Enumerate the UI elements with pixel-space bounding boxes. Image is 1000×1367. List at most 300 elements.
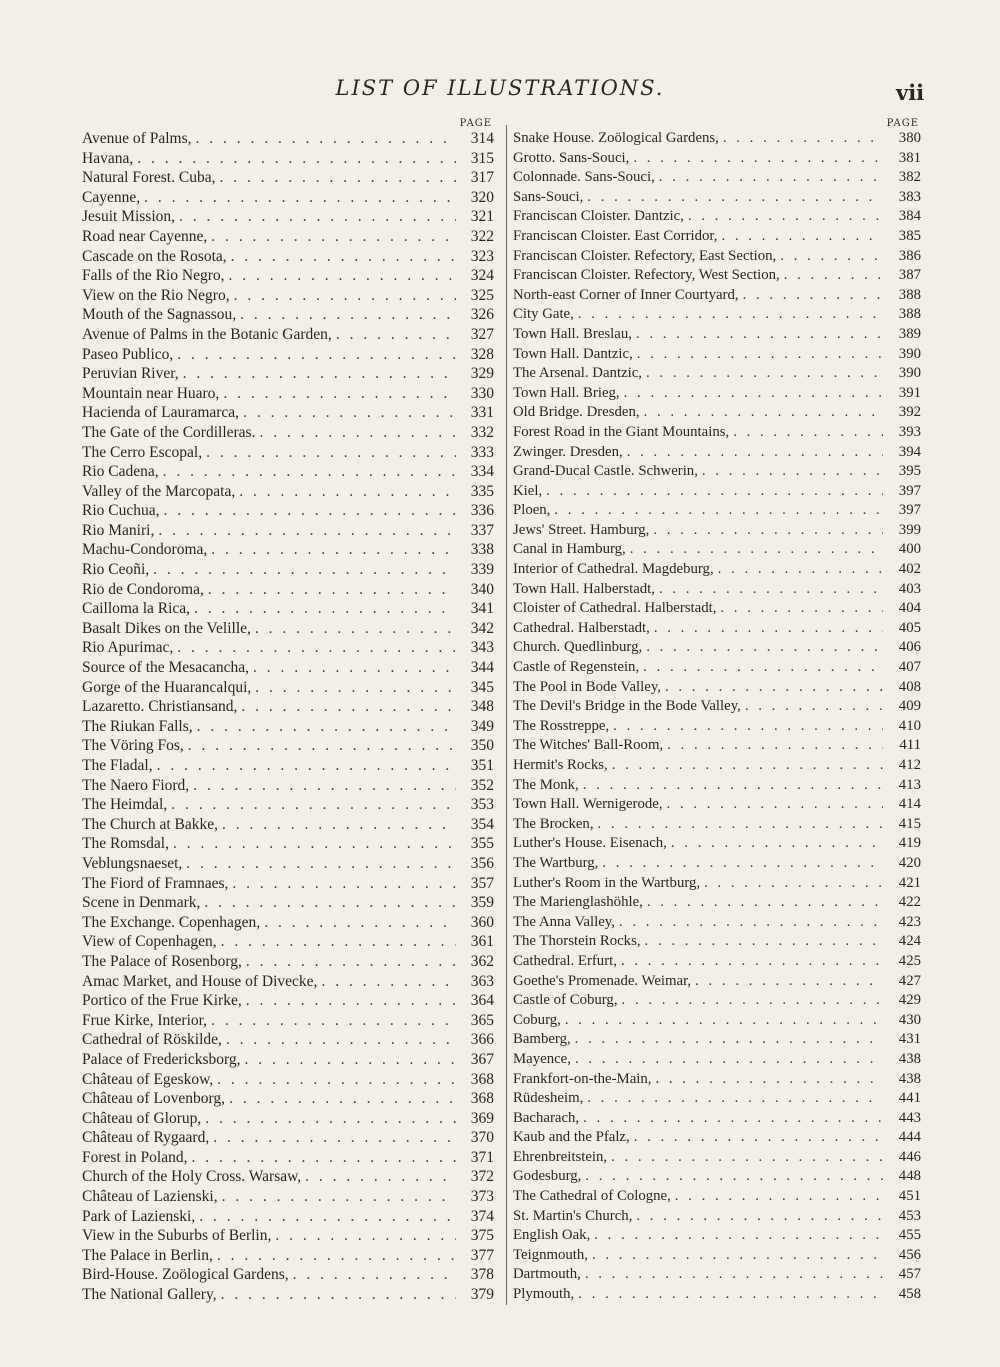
dot-leader: [229, 1089, 456, 1109]
list-item: [82, 874, 494, 894]
dot-leader: [188, 736, 456, 756]
dot-leader: [246, 991, 456, 1011]
list-item: [82, 736, 494, 756]
list-item: [513, 482, 921, 502]
dot-leader: [594, 1226, 883, 1246]
entry-page-number: 388: [898, 306, 921, 323]
entry-title: Jews' Street. Hamburg,: [513, 521, 650, 538]
dot-leader: [619, 913, 883, 933]
entry-title: The Romsdal,: [82, 835, 169, 853]
entry-title: The Anna Valley,: [513, 913, 615, 930]
list-item: [513, 756, 921, 776]
entry-title: Machu-Condoroma,: [82, 541, 208, 559]
list-item: [513, 1089, 921, 1109]
dot-leader: [718, 560, 883, 580]
dot-leader: [205, 1109, 456, 1129]
entry-page-number: 322: [470, 227, 494, 245]
list-item: [513, 697, 921, 717]
entry-page-number: 410: [898, 717, 921, 734]
entry-page-number: 457: [898, 1266, 921, 1283]
entry-title: Rio de Condoroma,: [82, 580, 204, 598]
entry-title: Forest Road in the Giant Mountains,: [513, 423, 730, 440]
entry-page-number: 385: [898, 227, 921, 244]
entry-page-number: 397: [898, 482, 921, 499]
entry-page-number: 335: [470, 482, 494, 500]
dot-leader: [636, 1207, 883, 1227]
entry-title: Falls of the Rio Negro,: [82, 267, 225, 285]
entry-page-number: 406: [898, 639, 921, 656]
entry-page-number: 353: [470, 796, 494, 814]
dot-leader: [598, 815, 883, 835]
dot-leader: [221, 1285, 456, 1305]
list-item: [513, 1207, 921, 1227]
entry-title: Cayenne,: [82, 188, 141, 206]
entry-title: Old Bridge. Dresden,: [513, 404, 640, 421]
dot-leader: [239, 482, 456, 502]
list-item: [82, 815, 494, 835]
entry-page-number: 352: [470, 776, 494, 794]
entry-title: Rio Cuchua,: [82, 502, 160, 520]
list-item: [82, 619, 494, 639]
entry-title: Cailloma la Rica,: [82, 600, 191, 618]
dot-leader: [246, 952, 456, 972]
list-item: [82, 129, 494, 149]
list-item: [82, 854, 494, 874]
entry-page-number: 342: [470, 619, 494, 637]
list-item: [513, 1128, 921, 1148]
dot-leader: [667, 736, 883, 756]
entry-page-number: 336: [470, 502, 494, 520]
list-item: [513, 423, 921, 443]
entry-page-number: 334: [470, 463, 494, 481]
list-item: [82, 168, 494, 188]
dot-leader: [144, 188, 456, 208]
dot-leader: [733, 423, 883, 443]
entry-title: Château of Lazienski,: [82, 1188, 218, 1206]
entry-page-number: 399: [898, 521, 921, 538]
dot-leader: [173, 834, 456, 854]
list-item: [82, 776, 494, 796]
dot-leader: [624, 384, 883, 404]
entry-title: The Cerro Escopal,: [82, 443, 203, 461]
entry-page-number: 400: [898, 541, 921, 558]
dot-leader: [217, 1070, 456, 1090]
entry-title: The Pool in Bode Valley,: [513, 678, 661, 695]
entry-title: Goethe's Promenade. Weimar,: [513, 972, 692, 989]
entry-page-number: 448: [898, 1168, 921, 1185]
dot-leader: [780, 247, 883, 267]
entry-page-number: 409: [898, 698, 921, 715]
list-item: [82, 580, 494, 600]
dot-leader: [183, 364, 456, 384]
list-item: [82, 384, 494, 404]
list-item: [82, 345, 494, 365]
list-item: [82, 1109, 494, 1129]
list-item: [513, 325, 921, 345]
entry-title: Rio Cadena,: [82, 463, 159, 481]
list-item: [82, 834, 494, 854]
entry-page-number: 415: [898, 815, 921, 832]
entry-title: Bird-House. Zoölogical Gardens,: [82, 1266, 289, 1284]
dot-leader: [171, 795, 456, 815]
dot-leader: [587, 188, 883, 208]
dot-leader: [554, 501, 883, 521]
dot-leader: [153, 560, 456, 580]
list-item: [82, 638, 494, 658]
entry-page-number: 356: [470, 854, 494, 872]
entry-page-number: 345: [470, 678, 494, 696]
entry-page-number: 350: [470, 737, 494, 755]
entry-page-number: 327: [470, 325, 494, 343]
entry-title: Forest in Poland,: [82, 1148, 188, 1166]
entry-page-number: 328: [470, 345, 494, 363]
entry-page-number: 341: [470, 600, 494, 618]
entry-title: Rio Apurimac,: [82, 639, 174, 657]
entry-title: Valley of the Marcopata,: [82, 482, 236, 500]
list-item: [513, 227, 921, 247]
dot-leader: [179, 207, 456, 227]
dot-leader: [211, 540, 456, 560]
entry-title: The Witches' Ball-Room,: [513, 737, 664, 754]
entry-title: Château of Lovenborg,: [82, 1090, 226, 1108]
entry-page-number: 380: [898, 130, 921, 146]
dot-leader: [194, 599, 456, 619]
entry-page-number: 349: [470, 717, 494, 735]
list-item: [513, 149, 921, 169]
entry-title: Town Hall. Brieg,: [513, 384, 620, 401]
list-item: [513, 1265, 921, 1285]
dot-leader: [627, 443, 883, 463]
dot-leader: [211, 1011, 456, 1031]
list-item: [82, 1070, 494, 1090]
list-item: [82, 1187, 494, 1207]
list-item: [82, 893, 494, 913]
entry-title: Grand-Ducal Castle. Schwerin,: [513, 463, 698, 480]
list-item: [513, 1226, 921, 1246]
entry-page-number: 388: [898, 286, 921, 303]
entry-page-number: 354: [470, 815, 494, 833]
entry-title: Town Hall. Wernigerode,: [513, 796, 663, 813]
dot-leader: [587, 1089, 883, 1109]
entry-page-number: 453: [898, 1207, 921, 1224]
dot-leader: [675, 1187, 883, 1207]
dot-leader: [612, 756, 883, 776]
list-item: [82, 717, 494, 737]
dot-leader: [671, 834, 883, 854]
list-item: [82, 678, 494, 698]
entry-title: Veblungsnaeset,: [82, 854, 183, 872]
entry-page-number: 393: [898, 423, 921, 440]
entry-title: The Monk,: [513, 776, 579, 793]
dot-leader: [253, 658, 456, 678]
entry-title: The Palace in Berlin,: [82, 1246, 213, 1264]
entry-page-number: 343: [470, 639, 494, 657]
list-item: [513, 188, 921, 208]
dot-leader: [259, 423, 456, 443]
dot-leader: [157, 756, 456, 776]
list-item: [513, 1109, 921, 1129]
list-item: [82, 305, 494, 325]
entry-title: Town Hall. Breslau,: [513, 325, 632, 342]
entry-page-number: 338: [470, 541, 494, 559]
entry-page-number: 378: [470, 1266, 494, 1284]
dot-leader: [585, 1265, 883, 1285]
list-item: [82, 1128, 494, 1148]
entry-title: Hermit's Rocks,: [513, 757, 608, 773]
list-item: [82, 1011, 494, 1031]
entry-page-number: 422: [898, 894, 921, 911]
dot-leader: [585, 1167, 883, 1187]
list-item: [513, 129, 921, 149]
entry-page-number: 348: [470, 698, 494, 716]
dot-leader: [613, 717, 883, 737]
entry-title: Palace of Fredericksborg,: [82, 1050, 241, 1068]
entry-page-number: 413: [898, 776, 921, 793]
list-item: [513, 305, 921, 325]
entry-page-number: 390: [898, 345, 921, 362]
entry-title: The Heimdal,: [82, 796, 168, 814]
list-item: [82, 521, 494, 541]
list-item: [82, 795, 494, 815]
entry-title: Paseo Publico,: [82, 345, 174, 363]
dot-leader: [222, 815, 456, 835]
entry-title: Hacienda of Lauramarca,: [82, 404, 240, 422]
dot-leader: [241, 697, 456, 717]
list-item: [513, 207, 921, 227]
list-item: [513, 854, 921, 874]
entry-title: Frankfort-on-the-Main,: [513, 1070, 652, 1087]
entry-title: Teignmouth,: [513, 1246, 588, 1263]
entry-title: Cathedral. Halberstadt,: [513, 619, 650, 636]
list-item: [82, 1089, 494, 1109]
entry-page-number: 370: [470, 1129, 494, 1147]
dot-leader: [565, 1011, 883, 1031]
entry-title: Dartmouth,: [513, 1266, 581, 1283]
left-column: [82, 119, 494, 1305]
entry-page-number: 359: [470, 894, 494, 912]
entry-page-number: 382: [898, 169, 921, 186]
illustration-list-left: [82, 129, 494, 1305]
entry-page-number: 364: [470, 992, 494, 1010]
list-item: [82, 952, 494, 972]
entry-title: Franciscan Cloister. Dantzic,: [513, 208, 684, 225]
dot-leader: [634, 1128, 883, 1148]
dot-leader: [177, 345, 456, 365]
dot-leader: [177, 638, 456, 658]
entry-title: Source of the Mesacancha,: [82, 659, 249, 677]
list-item: [82, 325, 494, 345]
dot-leader: [659, 168, 883, 188]
dot-leader: [659, 580, 883, 600]
dot-leader: [688, 207, 883, 227]
entry-page-number: 381: [898, 149, 921, 166]
dot-leader: [645, 932, 883, 952]
list-item: [513, 521, 921, 541]
entry-page-number: 420: [898, 854, 921, 871]
dot-leader: [653, 521, 883, 541]
list-item: [513, 893, 921, 913]
entry-page-number: 423: [898, 913, 921, 930]
entry-title: Interior of Cathedral. Magdeburg,: [513, 561, 714, 578]
entry-page-number: 321: [470, 208, 494, 226]
entry-title: The Riukan Falls,: [82, 717, 193, 735]
list-item: [82, 991, 494, 1011]
entry-title: The Palace of Rosenborg,: [82, 952, 242, 970]
entry-page-number: 407: [898, 659, 921, 676]
list-item: [513, 462, 921, 482]
list-item: [82, 227, 494, 247]
entry-title: Town Hall. Dantzic,: [513, 345, 633, 362]
entry-page-number: 340: [470, 580, 494, 598]
entry-title: Mouth of the Sagnassou,: [82, 306, 237, 324]
entry-page-number: 451: [898, 1188, 921, 1205]
dot-leader: [293, 1265, 456, 1285]
entry-page-number: 456: [898, 1246, 921, 1263]
dot-leader: [583, 1109, 883, 1129]
entry-title: Rio Maniri,: [82, 521, 155, 539]
entry-page-number: 414: [898, 796, 921, 813]
list-item: [82, 286, 494, 306]
list-item: [513, 168, 921, 188]
list-item: [82, 1050, 494, 1070]
entry-title: Castle of Coburg,: [513, 992, 618, 1009]
list-item: [513, 1246, 921, 1266]
dot-leader: [222, 1187, 456, 1207]
entry-page-number: 425: [898, 952, 921, 969]
entry-page-number: 368: [470, 1090, 494, 1108]
entry-title: English Oak,: [513, 1227, 591, 1244]
dot-leader: [654, 619, 883, 639]
entry-title: Church of the Holy Cross. Warsaw,: [82, 1168, 302, 1186]
entry-title: Rüdesheim,: [513, 1090, 584, 1107]
dot-leader: [226, 1030, 456, 1050]
illustration-list-right: [513, 129, 921, 1305]
entry-title: Godesburg,: [513, 1168, 582, 1185]
entry-page-number: 366: [470, 1031, 494, 1049]
entry-title: Park of Lazienski,: [82, 1207, 196, 1225]
entry-page-number: 443: [898, 1109, 921, 1126]
list-item: [513, 580, 921, 600]
entry-page-number: 446: [898, 1148, 921, 1165]
dot-leader: [637, 345, 883, 365]
list-item: [513, 501, 921, 521]
list-item: [513, 952, 921, 972]
entry-page-number: 355: [470, 835, 494, 853]
entry-title: Church. Quedlinburg,: [513, 639, 643, 656]
entry-title: The Naero Fiord,: [82, 776, 190, 794]
list-item: [513, 540, 921, 560]
entry-page-number: 394: [898, 443, 921, 460]
list-item: [513, 717, 921, 737]
dot-leader: [243, 403, 456, 423]
entry-title: Sans-Souci,: [513, 188, 584, 205]
entry-title: Avenue of Palms,: [82, 130, 192, 147]
entry-page-number: 333: [470, 443, 494, 461]
list-item: [82, 423, 494, 443]
dot-leader: [578, 305, 883, 325]
entry-page-number: 387: [898, 267, 921, 284]
dot-leader: [743, 286, 883, 306]
dot-leader: [204, 893, 456, 913]
list-item: [82, 482, 494, 502]
list-item: [82, 1226, 494, 1246]
entry-page-number: 429: [898, 992, 921, 1009]
entry-title: Bacharach,: [513, 1109, 580, 1126]
dot-leader: [643, 658, 883, 678]
dot-leader: [630, 540, 883, 560]
entry-title: The Fiord of Framnaes,: [82, 874, 229, 892]
dot-leader: [245, 1050, 456, 1070]
entry-title: Snake House. Zoölogical Gardens,: [513, 130, 719, 146]
dot-leader: [647, 893, 883, 913]
entry-title: Mountain near Huaro,: [82, 384, 220, 402]
list-item: [513, 1187, 921, 1207]
entry-title: Kiel,: [513, 482, 543, 499]
entry-page-number: 320: [470, 188, 494, 206]
entry-title: Kaub and the Pfalz,: [513, 1129, 630, 1146]
list-item: [513, 443, 921, 463]
dot-leader: [193, 776, 456, 796]
list-item: [513, 599, 921, 619]
dot-leader: [575, 1030, 883, 1050]
entry-title: Ehrenbreitstein,: [513, 1148, 608, 1165]
list-item: [513, 795, 921, 815]
dot-leader: [163, 462, 456, 482]
list-item: [82, 149, 494, 169]
dot-leader: [336, 325, 456, 345]
dot-leader: [636, 325, 883, 345]
list-item: [513, 776, 921, 796]
entry-page-number: 419: [898, 835, 921, 852]
entry-title: Colonnade. Sans-Souci,: [513, 169, 655, 186]
dot-leader: [646, 638, 883, 658]
list-item: [82, 1246, 494, 1266]
entry-page-number: 331: [470, 404, 494, 422]
entry-title: The Wartburg,: [513, 854, 599, 871]
list-item: [513, 1050, 921, 1070]
entry-page-number: 363: [470, 972, 494, 990]
dot-leader: [646, 364, 883, 384]
list-item: [513, 266, 921, 286]
entry-title: The Gate of the Cordilleras.: [82, 423, 256, 441]
entry-title: Town Hall. Halberstadt,: [513, 580, 655, 597]
entry-page-number: 402: [898, 561, 921, 578]
list-item: [513, 638, 921, 658]
entry-title: Frue Kirke, Interior,: [82, 1011, 208, 1029]
dot-leader: [602, 854, 883, 874]
page-column-label: PAGE: [459, 118, 492, 129]
entry-page-number: 455: [898, 1227, 921, 1244]
entry-page-number: 324: [470, 267, 494, 285]
entry-page-number: 397: [898, 502, 921, 519]
entry-page-number: 383: [898, 188, 921, 205]
entry-page-number: 403: [898, 580, 921, 597]
dot-leader: [723, 129, 883, 149]
dot-leader: [255, 678, 456, 698]
entry-title: Canal in Hamburg,: [513, 541, 626, 558]
entry-title: Château of Rygaard,: [82, 1129, 210, 1147]
entry-page-number: 377: [470, 1246, 494, 1264]
dot-leader: [622, 991, 883, 1011]
entry-title: Plymouth,: [513, 1286, 575, 1303]
entry-page-number: 408: [898, 678, 921, 695]
list-item: [82, 1285, 494, 1305]
entry-page-number: 361: [470, 933, 494, 951]
entry-page-number: 314: [470, 130, 494, 147]
entry-page-number: 389: [898, 325, 921, 342]
entry-page-number: 438: [898, 1050, 921, 1067]
list-item: [513, 1011, 921, 1031]
